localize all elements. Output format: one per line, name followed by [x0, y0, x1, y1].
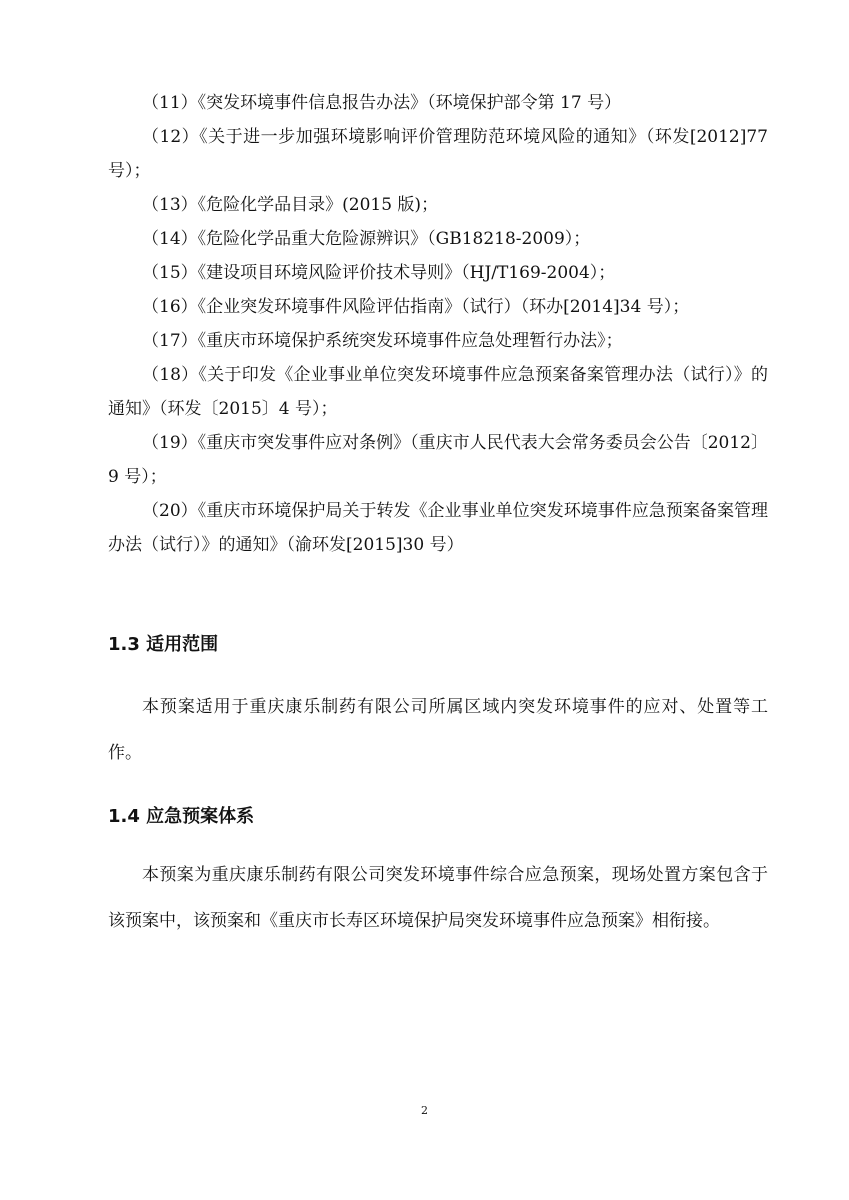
section-body-scope: 本预案适用于重庆康乐制药有限公司所属区域内突发环境事件的应对、处置等工作。	[108, 697, 768, 763]
reference-item-12: （12）《关于进一步加强环境影响评价管理防范环境风险的通知》（环发[2012]77 号）；	[108, 127, 768, 181]
reference-item-18: （18）《关于印发《企业事业单位突发环境事件应急预案备案管理办法（试行）》的通知》（环发〔2015〕4 号）；	[108, 365, 768, 419]
reference-item-16: （16）《企业突发环境事件风险评估指南》（试行）（环办[2014]34 号）；	[142, 297, 690, 317]
section-body-plan-system: 本预案为重庆康乐制药有限公司突发环境事件综合应急预案，现场处置方案包含于该预案中，该预案和《重庆市长寿区环境保护局突发环境事件应急预案》相衔接。	[108, 865, 768, 931]
reference-item-20: （20）《重庆市环境保护局关于转发《企业事业单位突发环境事件应急预案备案管理办法（试行）》的通知》（渝环发[2015]30 号）	[108, 501, 768, 555]
reference-item-15: （15）《建设项目环境风险评价技术导则》（HJ/T169-2004）；	[142, 263, 616, 283]
section-heading-plan-system: 1.4 应急预案体系	[108, 806, 255, 827]
reference-item-13: （13）《危险化学品目录》(2015 版)；	[142, 195, 439, 215]
reference-list	[108, 86, 768, 562]
section-heading-scope: 1.3 适用范围	[108, 634, 219, 655]
page-number: 2	[421, 1104, 428, 1117]
reference-item-17: （17）《重庆市环境保护系统突发环境事件应急处理暂行办法》；	[142, 331, 623, 351]
reference-item-14: （14）《危险化学品重大危险源辨识》（GB18218-2009）；	[142, 229, 591, 249]
reference-item-11: （11）《突发环境事件信息报告办法》（环境保护部令第 17 号）	[142, 93, 622, 113]
reference-item-19: （19）《重庆市突发事件应对条例》（重庆市人民代表大会常务委员会公告〔2012〕9 号）；	[108, 433, 768, 487]
